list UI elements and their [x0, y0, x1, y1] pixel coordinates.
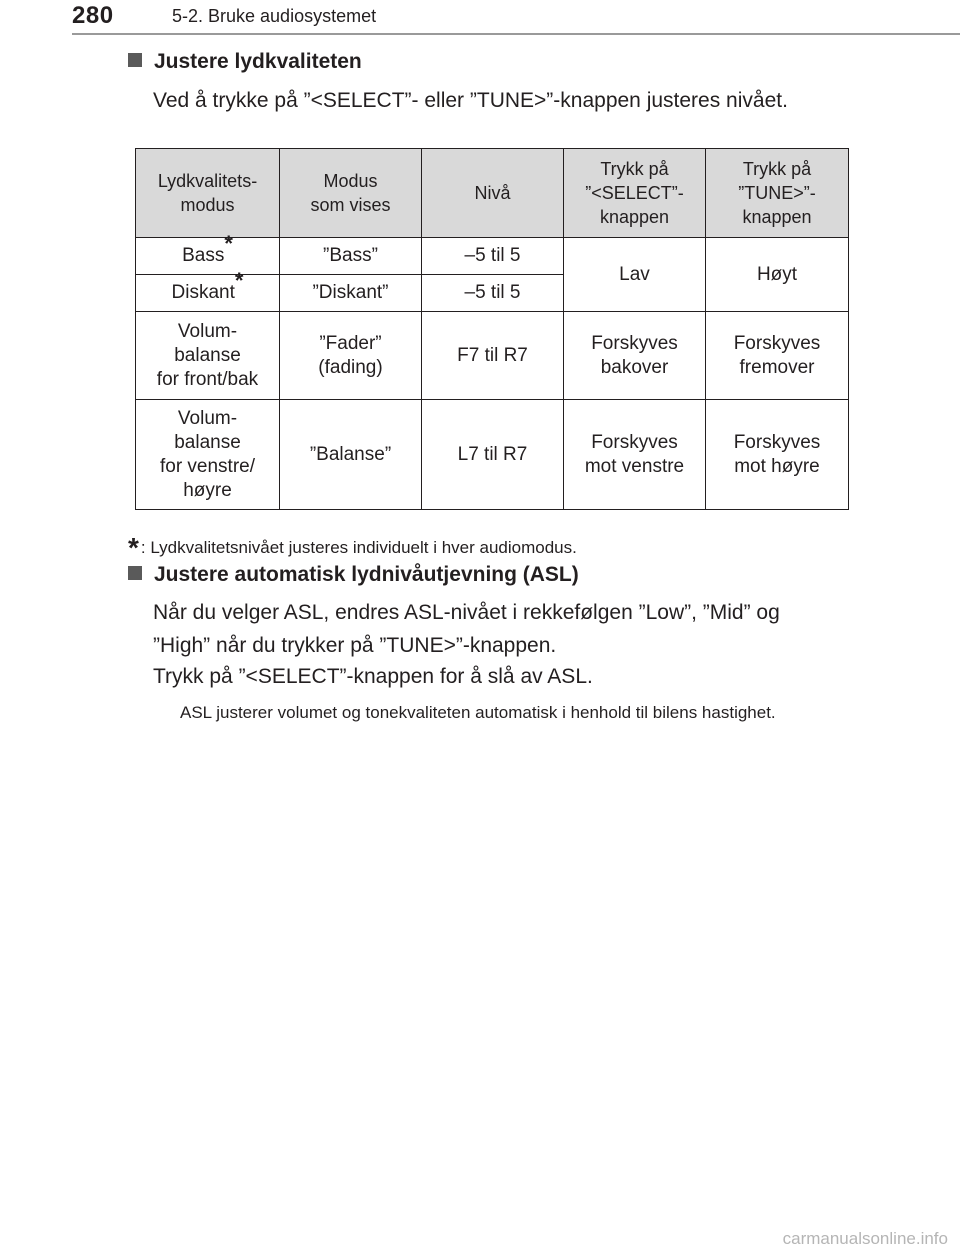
section-paragraph: Ved å trykke på ”<SELECT”- eller ”TUNE>”-knappen justeres nivået.	[153, 89, 788, 112]
table-cell-select: Forskyves bakover	[564, 312, 706, 400]
table-cell-display: ”Bass”	[280, 238, 422, 275]
watermark: carmanualsonline.info	[782, 1229, 948, 1248]
header-cell-select: Trykk på ”<SELECT”- knappen	[564, 149, 706, 238]
table-cell-tune: Forskyves mot høyre	[706, 400, 849, 510]
section-heading-text: Justere automatisk lydnivåutjevning (ASL)	[154, 563, 579, 586]
table-row	[136, 400, 849, 510]
table-cell-mode: Volum- balanse for front/bak	[136, 312, 280, 400]
table-cell-mode: Diskant*	[136, 275, 280, 312]
table-cell-level: –5 til 5	[422, 238, 564, 275]
section-heading-sound-quality	[128, 50, 362, 74]
page-number: 280	[72, 2, 114, 29]
table-cell-level: L7 til R7	[422, 400, 564, 510]
table-footnote	[128, 528, 577, 563]
header-cell-display: Modus som vises	[280, 149, 422, 238]
section-paragraph: Trykk på ”<SELECT”-knappen for å slå av ASL.	[153, 665, 593, 688]
page-header	[72, 0, 960, 36]
section-heading-asl	[128, 563, 579, 587]
header-cell-mode: Lydkvalitets- modus	[136, 149, 280, 238]
table-cell-tune: Forskyves fremover	[706, 312, 849, 400]
square-bullet-icon	[128, 53, 142, 67]
header-divider	[72, 33, 960, 35]
section-heading-text: Justere lydkvaliteten	[154, 50, 362, 73]
header-cell-tune: Trykk på ”TUNE>”- knappen	[706, 149, 849, 238]
section-paragraph: Når du velger ASL, endres ASL-nivået i rekkefølgen ”Low”, ”Mid” og ”High” når du trykker på ”TUNE>”-knappen.	[153, 601, 780, 657]
square-bullet-icon	[128, 566, 142, 580]
table-cell-tune: Høyt	[706, 238, 849, 312]
table-cell-display: ”Fader” (fading)	[280, 312, 422, 400]
table-cell-select: Lav	[564, 238, 706, 312]
table-cell-level: –5 til 5	[422, 275, 564, 312]
header-title: 5-2. Bruke audiosystemet	[172, 6, 377, 26]
table-cell-select: Forskyves mot venstre	[564, 400, 706, 510]
table-header-row	[136, 149, 849, 238]
section-note: ASL justerer volumet og tonekvaliteten automatisk i henhold til bilens hastighet.	[180, 703, 776, 722]
table-cell-level: F7 til R7	[422, 312, 564, 400]
table-cell-display: ”Balanse”	[280, 400, 422, 510]
table-cell-display: ”Diskant”	[280, 275, 422, 312]
footnote-text: : Lydkvalitetsnivået justeres individuelt i hver audiomodus.	[140, 538, 577, 557]
header-cell-level: Nivå	[422, 149, 564, 238]
sound-quality-table	[135, 148, 849, 510]
footnote-marker: *	[128, 532, 139, 563]
table-cell-mode: Bass*	[136, 238, 280, 275]
table-row	[136, 312, 849, 400]
table-cell-mode: Volum- balanse for venstre/ høyre	[136, 400, 280, 510]
